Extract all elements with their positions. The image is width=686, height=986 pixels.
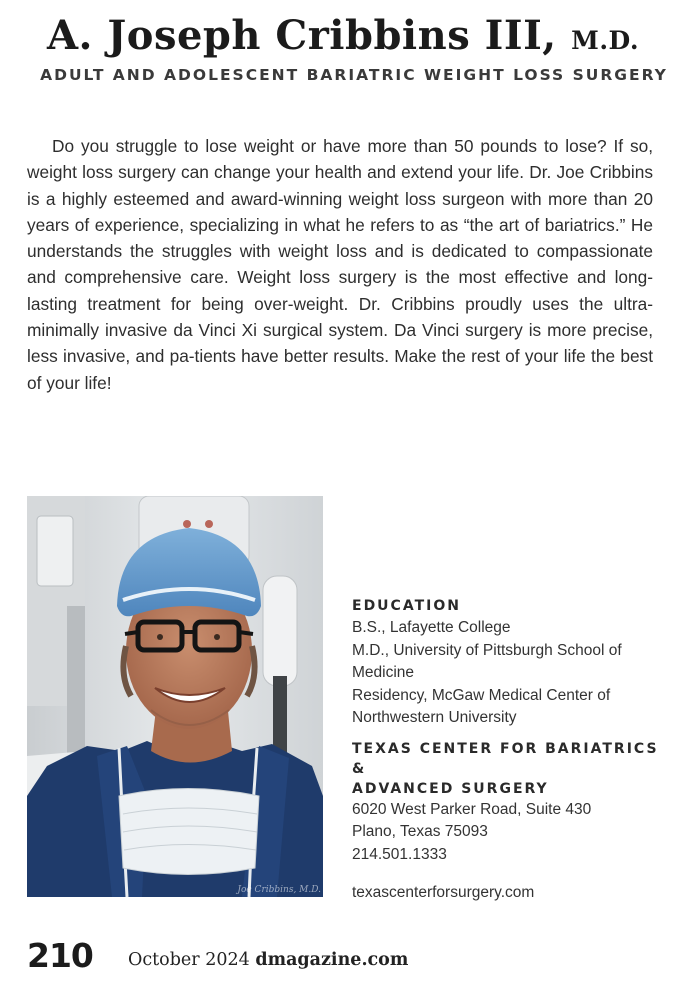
education-line: Medicine	[352, 664, 415, 681]
magazine-site[interactable]: dmagazine.com	[255, 950, 409, 970]
practice-address-city: Plano, Texas 75093	[352, 823, 488, 840]
doctor-name-text: A. Joseph Cribbins III,	[46, 12, 557, 59]
practice-heading-line1: TEXAS CENTER FOR BARIATRICS &	[352, 740, 659, 777]
education-list	[352, 617, 672, 730]
info-column	[352, 596, 672, 902]
education-heading: EDUCATION	[352, 598, 461, 614]
issue-info	[128, 950, 408, 970]
practice-heading-line2: ADVANCED SURGERY	[352, 780, 549, 797]
education-line: B.S., Lafayette College	[352, 619, 511, 636]
education-line: M.D., University of Pittsburgh School of	[352, 641, 622, 659]
practice-phone[interactable]: 214.501.1333	[352, 845, 447, 863]
education-line: Residency, McGaw Medical Center of	[352, 686, 611, 704]
page-number: 210	[27, 936, 93, 975]
photo-credit: Joe Cribbins, M.D.	[237, 885, 321, 895]
practice-website-link[interactable]: texascenterforsurgery.com	[352, 884, 535, 901]
education-line: Northwestern University	[352, 709, 517, 726]
doctor-name	[0, 12, 686, 59]
doctor-portrait	[27, 496, 323, 897]
issue-date: October 2024	[128, 950, 250, 970]
intro-paragraph: Do you struggle to lose weight or have more than 50 pounds to lose? If so, weight loss surgery can change your health and extend your life. Dr. Joe Cribbins is a highly esteemed and award-winning weight loss surgeon with more than 20 years of experience, specializing in what he refers to as “the art of bariatrics.” He understands the struggles with weight loss and is dedicated to compassionate and comprehensive care. Weight loss surgery is the most effective and long-lasting treatment for being over-weight. Dr. Cribbins proudly uses the ultra-minimally invasive da Vinci Xi surgical system. Da Vinci surgery is more precise, less invasive, and pa-tients have better results. Make the rest of your life the best of your life!	[27, 136, 653, 393]
portrait-illustration	[27, 496, 323, 897]
specialty-subtitle: ADULT AND ADOLESCENT BARIATRIC WEIGHT LOSS SURGERY	[40, 66, 668, 84]
practice-address-street: 6020 West Parker Road, Suite 430	[352, 800, 592, 818]
credential: M.D.	[571, 26, 640, 55]
